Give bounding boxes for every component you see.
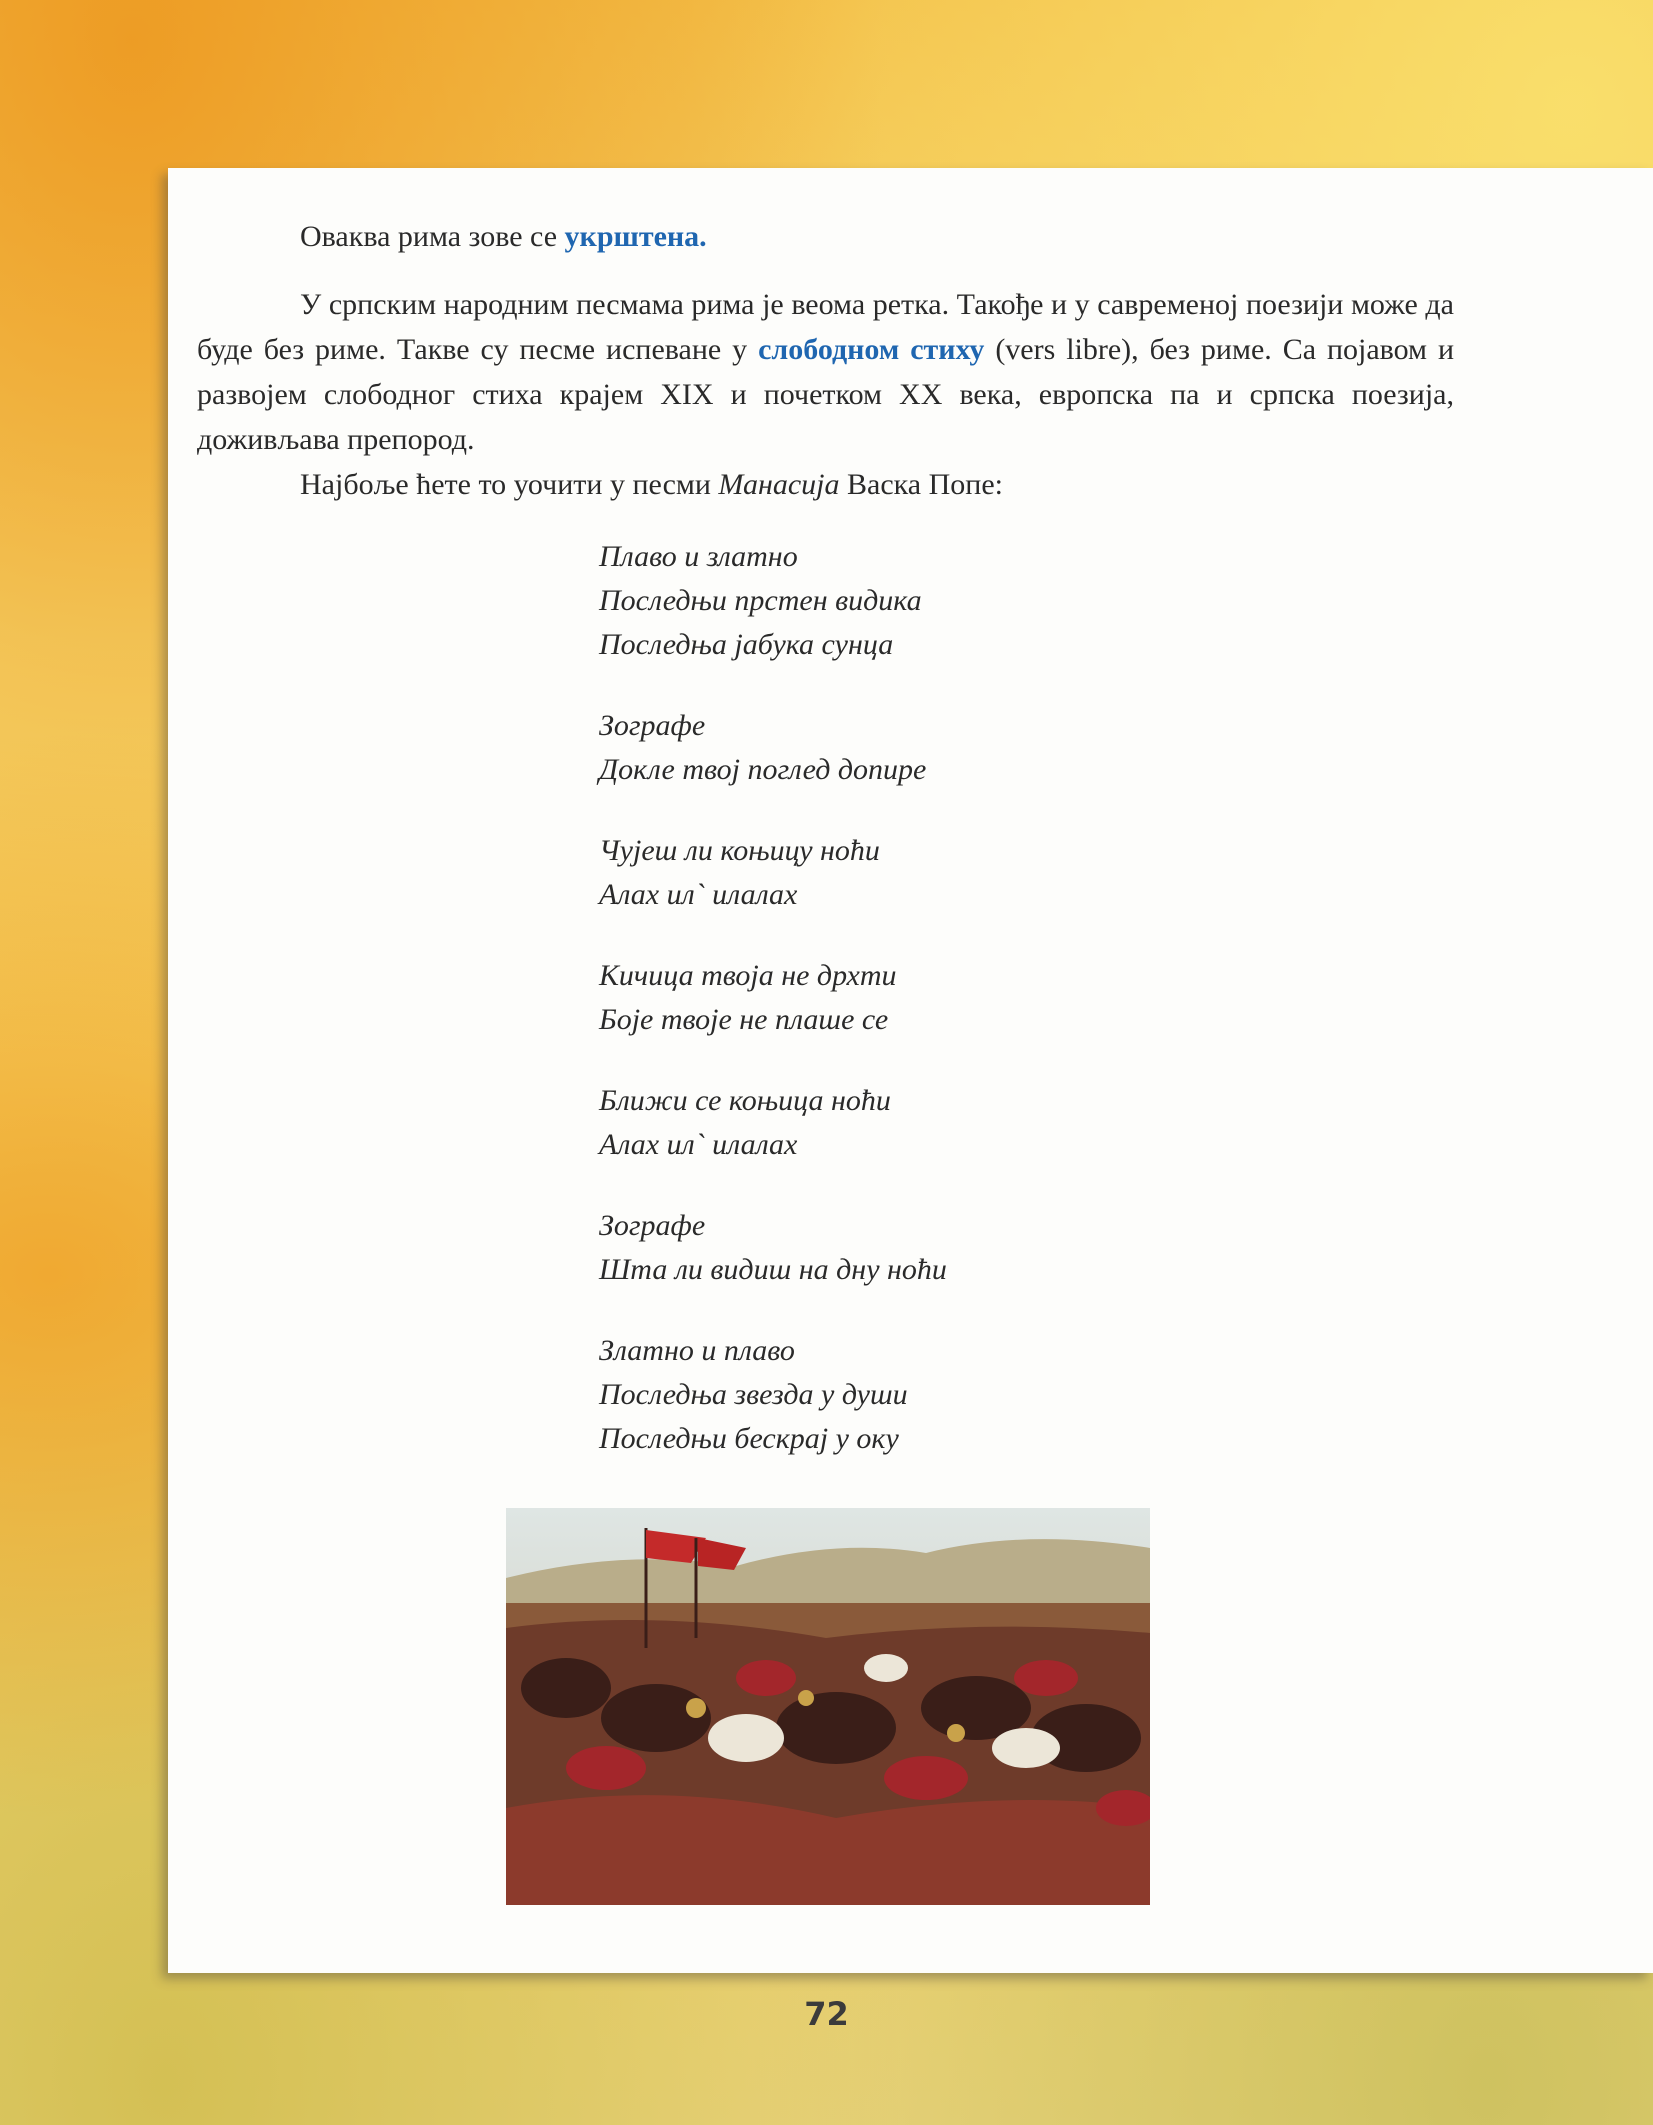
battle-painting-svg	[506, 1508, 1150, 1905]
paragraph-free-verse	[197, 282, 1454, 462]
poem-line: Шта ли видиш на дну ноћи	[599, 1253, 947, 1286]
text-block	[197, 214, 1454, 507]
poem-title: Манасија	[718, 468, 840, 501]
poem-line: Кичица твоја не дрхти	[599, 959, 897, 992]
text-run: Васка Попе:	[839, 468, 1003, 501]
poem-line: Зографе	[599, 1209, 706, 1242]
poem-line: Боје твоје не плаше се	[599, 1003, 889, 1036]
stanza	[599, 704, 947, 792]
term-highlight: слободном стиху	[758, 333, 985, 366]
poem-line: Последњи прстен видика	[599, 584, 922, 617]
stanza	[599, 829, 947, 917]
poem-line: Ближи се коњица ноћи	[599, 1084, 891, 1117]
poem-line: Златно и плаво	[599, 1334, 795, 1367]
stanza	[599, 535, 947, 667]
battle-painting-icon	[506, 1508, 1150, 1905]
stanza	[599, 1204, 947, 1292]
poem	[599, 535, 947, 1498]
text-run: У српским народним песмама рима је веома ретка. Такође и у савременој поезији може да буде без риме. Такве су песме испеване у	[197, 288, 1454, 366]
term-highlight: укрштена.	[564, 220, 707, 253]
poem-line: Последња звезда у души	[599, 1378, 908, 1411]
page-number: 72	[804, 1995, 849, 2033]
poem-line: Плаво и златно	[599, 540, 798, 573]
poem-line: Алах ил` илалах	[599, 878, 798, 911]
paragraph-intro-poem	[197, 462, 1454, 507]
stanza	[599, 1079, 947, 1167]
poem-line: Чујеш ли коњицу ноћи	[599, 834, 880, 867]
text-run: Најбоље ћете то уочити у песми	[300, 468, 719, 501]
poem-line: Последњи бескрај у оку	[599, 1422, 899, 1455]
text-run: Оваква рима зове се	[300, 220, 565, 253]
stanza	[599, 954, 947, 1042]
text-run: (vers libre), без риме. Са појавом и развојем слободног стиха крајем XIX и почетком XX века, европска па и српска поезија, доживљава препород.	[197, 333, 1454, 456]
poem-line: Алах ил` илалах	[599, 1128, 798, 1161]
paragraph-rhyme-type	[197, 214, 1454, 259]
poem-line: Докле твој поглед допире	[599, 753, 927, 786]
stanza	[599, 1329, 947, 1461]
poem-line: Последња јабука сунца	[599, 628, 894, 661]
poem-line: Зографе	[599, 709, 706, 742]
